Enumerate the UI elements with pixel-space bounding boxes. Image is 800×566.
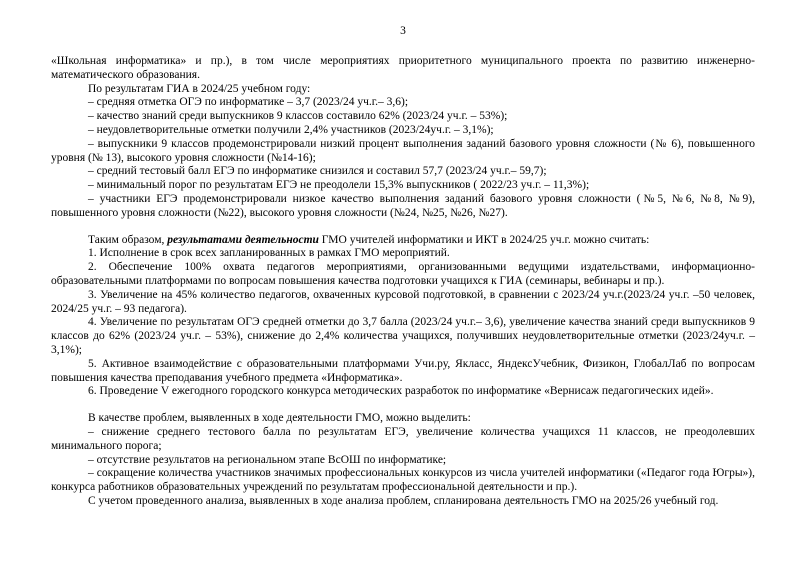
gia-result-item: – участники ЕГЭ продемонстрировали низкое качество выполнения заданий базового уровня сложности (№5, №6, №8, №9), повышенного уровня сложности (№22), высокого уровня сложности (№24, №25, №26, №27).: [51, 192, 755, 219]
results-summary-emphasis: результатами деятельности: [167, 233, 319, 246]
intro-paragraph: «Школьная информатика» и пр.), в том числе мероприятиях приоритетного муниципального проекта по развитию инженерно-математического образования.: [51, 55, 755, 81]
problems-header: В качестве проблем, выявленных в ходе деятельности ГМО, можно выделить:: [88, 412, 471, 425]
gia-result-item: – средняя отметка ОГЭ по информатике – 3,7 (2023/24 уч.г.– 3,6);: [88, 96, 409, 109]
gia-result-item: – минимальный порог по результатам ЕГЭ не преодолели 15,3% выпускников ( 2022/23 уч.г. – 11,3%);: [88, 179, 590, 192]
results-summary-prefix: Таким образом,: [88, 233, 168, 246]
gia-result-item: – качество знаний среди выпускников 9 классов составило 62% (2023/24 уч.г. – 53%);: [88, 110, 508, 123]
closing-paragraph: С учетом проведенного анализа, выявленных в ходе анализа проблем, спланирована деятельность ГМО на 2025/26 учебный год.: [88, 494, 719, 507]
results-list-item: 2. Обеспечение 100% охвата педагогов мероприятиями, организованными ведущими издательствами, информационно-образовательными платформами по вопросам повышения качества подготовки учащихся к ГИА (семинары, вебинары и пр.).: [51, 261, 755, 287]
gia-result-item: – средний тестовый балл ЕГЭ по информатике снизился и составил 57,7 (2023/24 уч.г.– 59,7);: [88, 165, 547, 178]
gia-results-header: По результатам ГИА в 2024/25 учебном году:: [88, 82, 311, 95]
gia-result-item: – неудовлетворительные отметки получили 2,4% участников (2023/24уч.г. – 3,1%);: [88, 123, 494, 136]
results-list-item: 5. Активное взаимодействие с образовательными платформами Учи.ру, Якласс, ЯндексУчебник, Физикон, ГлобалЛаб по вопросам повышения качества преподавания учебного предмета «Информатика».: [51, 357, 755, 384]
results-list-item: 6. Проведение V ежегодного городского конкурса методических разработок по информатике «Вернисаж педагогических идей».: [88, 385, 714, 398]
gia-result-item: – выпускники 9 классов продемонстрировали низкий процент выполнения заданий базового уровня сложности (№ 6), повышенного уровня (№ 13), высокого уровня сложности (№14-16);: [51, 137, 755, 164]
results-summary-intro: [51, 234, 755, 248]
problem-item: – сокращение количества участников значимых профессиональных конкурсов из числа учителей информатики («Педагог года Югры»), конкурса работников образовательных учреждений по результатам профессиональной деятельности и пр.).: [51, 467, 755, 494]
results-list-item: 1. Исполнение в срок всех запланированных в рамках ГМО мероприятий.: [88, 247, 450, 260]
problem-item: – отсутствие результатов на региональном этапе ВсОШ по информатике;: [88, 453, 447, 466]
results-summary-suffix: ГМО учителей информатики и ИКТ в 2024/25 уч.г. можно считать:: [318, 233, 650, 246]
results-list-item: 4. Увеличение по результатам ОГЭ средней отметки до 3,7 балла (2023/24 уч.г.– 3,6), увеличение качества знаний среди выпускников 9 классов до 62% (2023/24 уч.г. – 53%), снижение до 2,4% количества учащихся, получивших неудовлетворительные отметки (2023/24уч.г. – 3,1%);: [51, 316, 755, 356]
results-list-item: 3. Увеличение на 45% количество педагогов, охваченных курсовой подготовкой, в сравнении с 2023/24 уч.г.(2023/24 уч.г. –50 человек, 2024/25 уч.г. – 93 педагога).: [51, 288, 755, 315]
problem-item: – снижение среднего тестового балла по результатам ЕГЭ, увеличение количества учащихся 11 классов, не преодолевших минимального порога;: [51, 425, 755, 452]
page-number: 3: [400, 25, 406, 37]
